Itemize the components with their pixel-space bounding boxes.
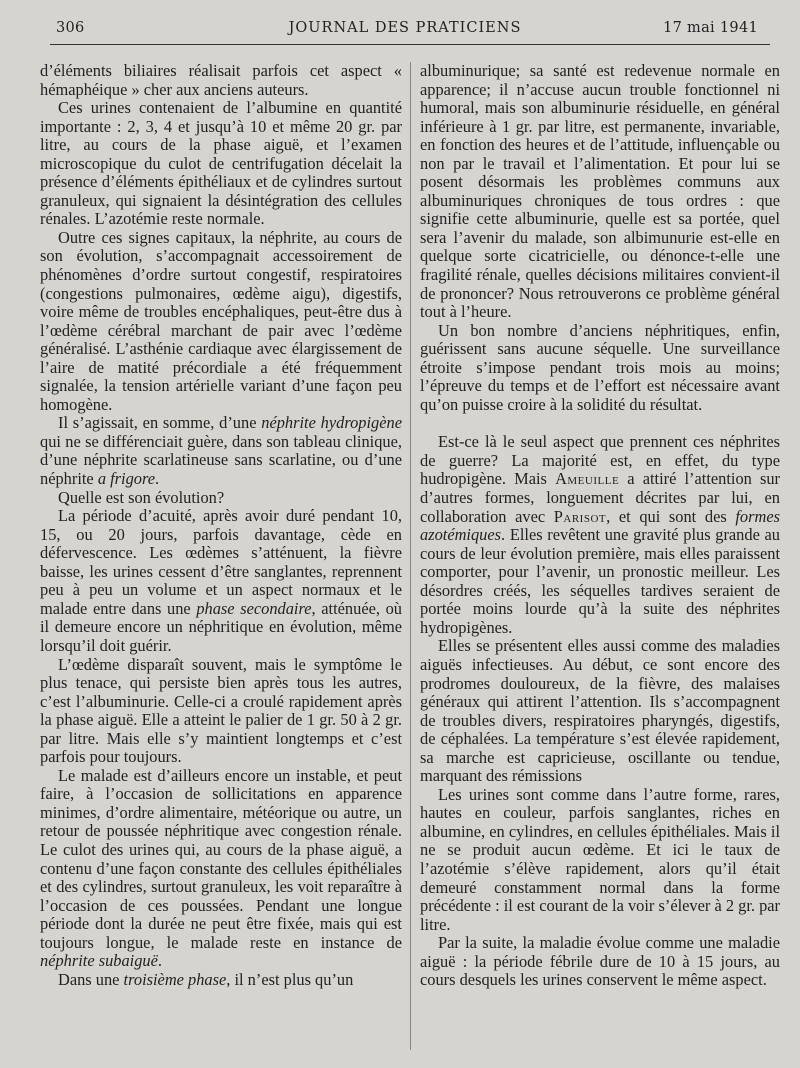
- paragraph: L’œdème disparaît souvent, mais le symptôme le plus tenace, qui persiste bien après tous les autres, c’est l’albuminurie. Celle-ci a croulé rapidement après la phase aiguë. Elle a atteint le palier de 1 gr. 50 à 2 gr. par litre. Mais elle s’y maintient longtemps et c’est parfois pour toujours.: [40, 654, 402, 767]
- paragraph: Outre ces signes capitaux, la néphrite, au cours de son évolution, s’accompagnait accessoirement de phénomènes d’ordre surtout congestif, respiratoires (congestions pulmonaires, œdème aigu), digestifs, voire même de troubles encéphaliques, peut-être dus à l’œdème cérébral marchant de pair avec l’œdème généralisé. L’asthénie cardiaque avec élargissement de l’aire de matité précordiale a été fréquemment signalée, la tension artérielle variant d’une façon peu homogène.: [40, 227, 402, 414]
- left-column: [40, 62, 402, 1050]
- header-rule: [50, 44, 770, 45]
- italic-term: néphrite hydropigène: [261, 413, 402, 433]
- author-name: Ameuille: [555, 469, 620, 489]
- italic-term: formes azotémiques: [420, 506, 780, 545]
- paragraph: Ces urines contenaient de l’albumine en quantité importante : 2, 3, 4 et jusqu’à 10 et même 20 gr. par litre, au cours de la phase aiguë, et l’examen microscopique du culot de centrifugation décelait la présence d’éléments épithéliaux et de cylindres surtout granuleux, qui signaient la désintégration des cellules rénales. L’azotémie reste normale.: [40, 98, 402, 229]
- paragraph: Quelle est son évolution?: [58, 487, 225, 507]
- paragraph: Dans une troisième phase, il n’est plus qu’un: [58, 969, 354, 989]
- paragraph: Est-ce là le seul aspect que prennent ces néphrites de guerre? La majorité est, en effet, du type hudropigène. Mais Ameuille a attiré l’attention sur d’autres formes, longuement décrites par lui, en collaboration avec Parisot, et qui sont des formes azotémiques. Elles revêtent une gravité plus grande au cours de leur évolution première, mais elles paraissent comporter, pour l’avenir, un pronostic meilleur. Les désordres créés, les séquelles tardives seraient de portée moins lourde qu’à la suite des néphrites hydropigènes.: [420, 432, 780, 637]
- journal-title: JOURNAL DES PRATICIENS: [288, 20, 522, 36]
- paragraph: Par la suite, la maladie évolue comme une maladie aiguë : la période fébrile dure de 10 à 15 jours, au cours desquels les urines conservent le même aspect.: [420, 933, 780, 990]
- paragraph: La période d’acuité, après avoir duré pendant 10, 15, ou 20 jours, parfois davantage, cède en défervescence. Les œdèmes s’atténuent, la fièvre baisse, les urines cessent d’être sanglantes, reprennent peu à peu un volume et un aspect normaux et le malade entre dans une phase secondaire, atténuée, où il demeure encore un néphritique en évolution, même lorsqu’il doit guérir.: [40, 506, 402, 655]
- paragraph: Le malade est d’ailleurs encore un instable, et peut faire, à l’occasion de sollicitations en apparence minimes, d’ordre alimentaire, météorique ou autre, un retour de poussée néphritique avec congestion rénale. Le culot des urines qui, au cours de la phase aiguë, a contenu d’une façon constante des cellules épithéliales et des cylindres, surtout granuleux, les voit reparaître à l’occasion de ces poussées. Pendant une longue période dont la durée ne peut être fixée, mais qui est toujours longue, le malade reste en instance de néphrite subaiguë.: [40, 765, 402, 971]
- author-name: Parisot: [553, 506, 607, 526]
- right-column: [420, 62, 780, 1050]
- italic-term: néphrite subaiguë: [40, 951, 158, 971]
- paragraph: Les urines sont comme dans l’autre forme, rares, hautes en couleur, parfois sanglantes, riches en albumine, en cylindres, en cellules épithéliales. Mais il ne se produit aucun œdème. Et ici le taux de l’azotémie s’élève rapidement, alors qu’il était demeuré constamment normal dans la forme précédente : il est courant de la voir s’élever à 2 gr. par litre.: [420, 784, 780, 934]
- issue-date: 17 mai 1941: [663, 20, 758, 36]
- paragraph: Il s’agissait, en somme, d’une néphrite hydropigène qui ne se différenciait guère, dans son tableau clinique, d’une néphrite scarlatineuse sans scarlatine, ou d’une néphrite a frigore.: [40, 413, 402, 489]
- italic-term: troisième phase: [123, 969, 227, 989]
- italic-term: a frigore: [97, 469, 156, 489]
- page-number: 306: [56, 20, 85, 36]
- paragraph: albuminurique; sa santé est redevenue normale en apparence; il n’accuse aucun trouble fonctionnel ni humoral, mais son albuminurie résiduelle, en général inférieure à 1 gr. par litre, est permanente, invariable, en fonction des heures et de l’attitude, influençable ou non par le travail et l’alimentation. Et pour lui se posent désormais les problèmes communs aux albuminuriques chroniques de tous ordres : que signifie cette albuminurie, quelle est sa portée, quel sera l’avenir du malade, son albimunurie est-elle en quelque sorte cicatricielle, ou dénonce-t-elle une fragilité rénale, quelles décisions militaires convient-il de prononcer? Nous retrouverons ce problème général tout à l’heure.: [420, 61, 780, 322]
- column-divider: [410, 62, 411, 1050]
- paragraph: Un bon nombre d’anciens néphritiques, enfin, guérissent sans aucune séquelle. Une surveillance étroite s’impose pendant trois mois au moins; l’épreuve du temps et de l’effort est nécessaire avant qu’on puisse croire à la solidité du résultat.: [420, 320, 780, 414]
- running-header: [40, 16, 770, 42]
- paragraph: Elles se présentent elles aussi comme des maladies aiguës infectieuses. Au début, ce sont encore des prodromes douloureux, de la fièvre, des malaises généraux qui attirent l’attention. Ils s’accompagnent de troubles divers, respiratoires pharyngés, digestifs, de céphalées. La température s’est élevée rapidement, sa marche est capricieuse, oscillante ou tendue, marquant des rémissions: [420, 636, 780, 786]
- italic-term: phase secondaire: [196, 598, 312, 618]
- paragraph: d’éléments biliaires réalisait parfois cet aspect « hémaphéique » cher aux anciens auteurs.: [40, 61, 402, 99]
